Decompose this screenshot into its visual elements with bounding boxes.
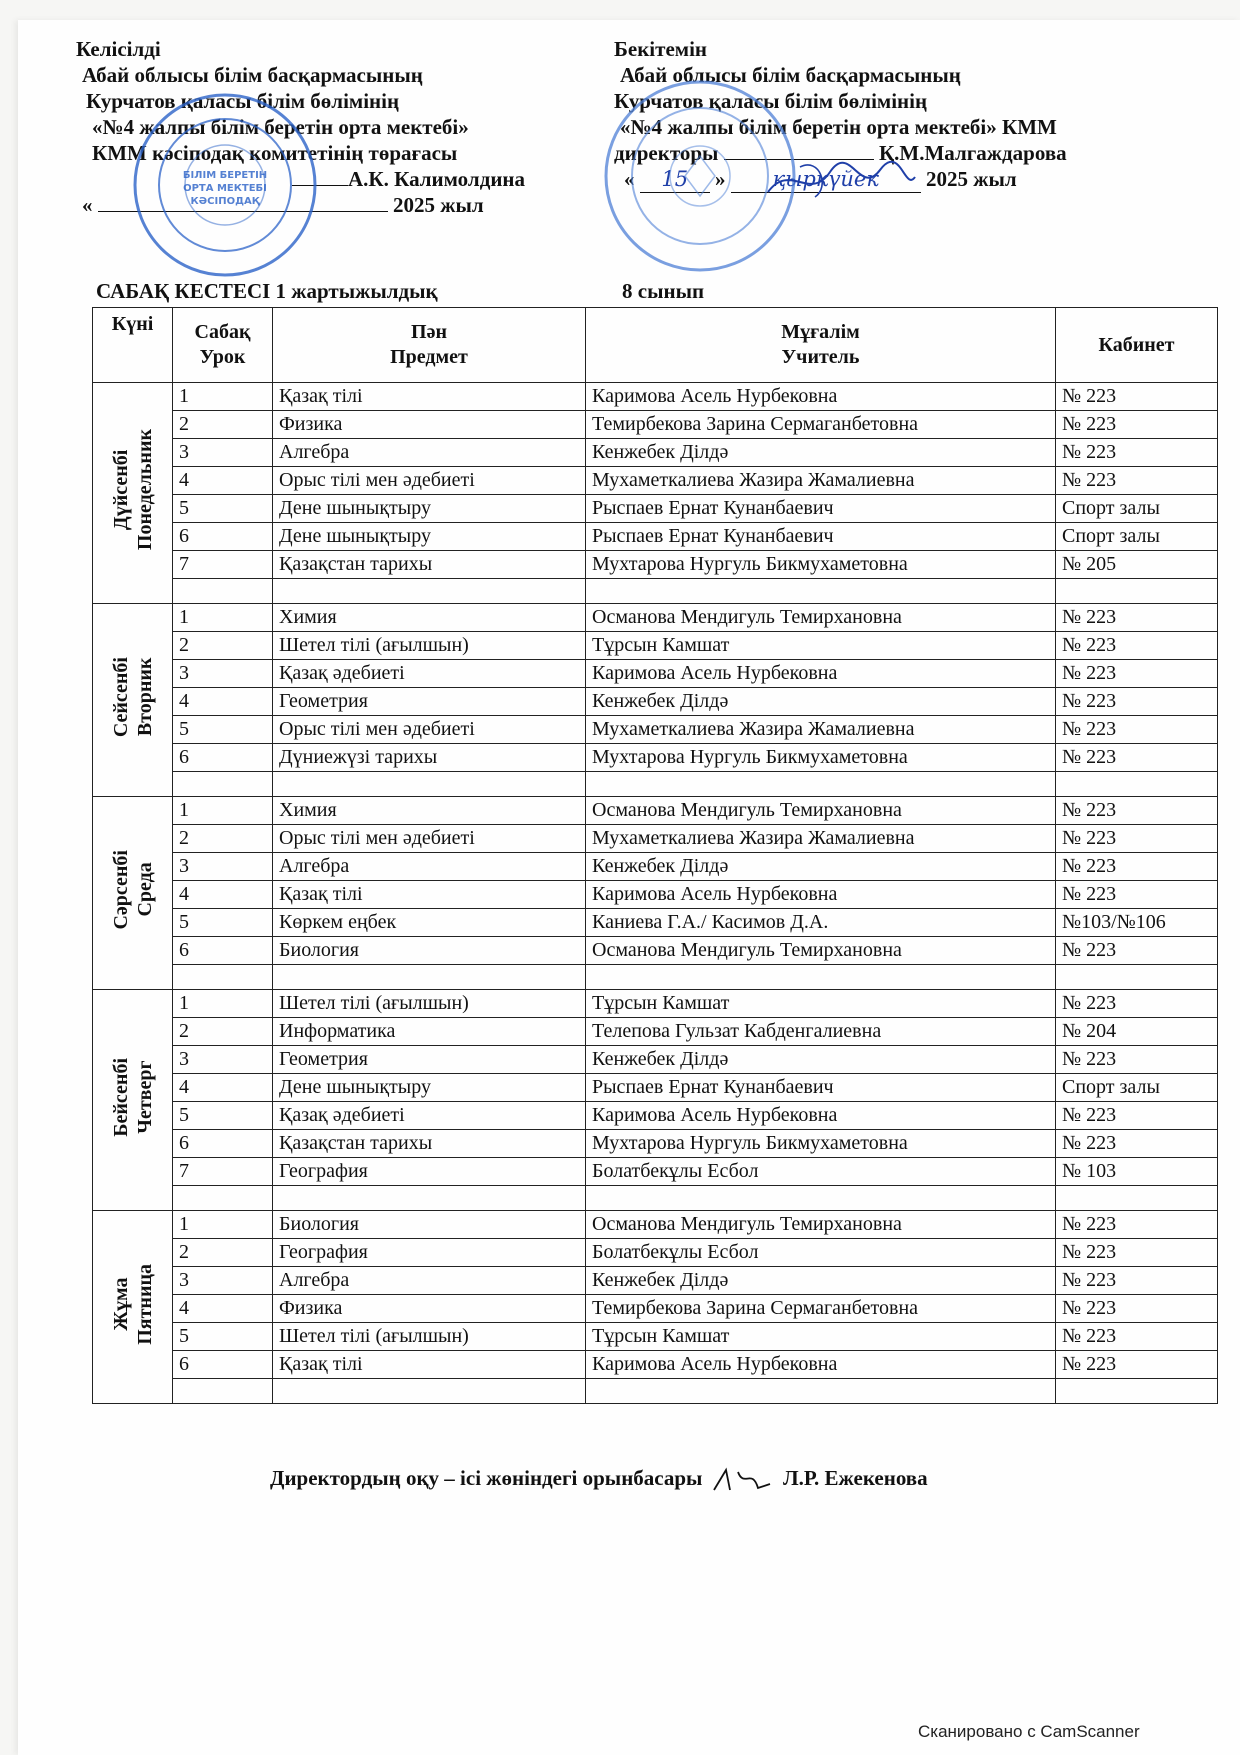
teacher-cell: Рыспаев Ернат Кунанбаевич: [586, 523, 1056, 551]
empty-cell: [273, 1186, 586, 1211]
teacher-cell: Болатбекұлы Есбол: [586, 1158, 1056, 1186]
lesson-number-cell: 5: [173, 495, 273, 523]
room-cell: № 204: [1056, 1018, 1218, 1046]
teacher-cell: Мухтарова Нургуль Бикмухаметовна: [586, 551, 1056, 579]
room-cell: № 223: [1056, 604, 1218, 632]
lesson-number-cell: 1: [173, 383, 273, 411]
empty-cell: [173, 579, 273, 604]
subject-cell: Биология: [273, 1211, 586, 1239]
empty-row: [93, 579, 1218, 604]
room-cell: № 223: [1056, 797, 1218, 825]
room-cell: № 223: [1056, 1323, 1218, 1351]
header-teacher-ru: Учитель: [781, 346, 860, 368]
lesson-number-cell: 6: [173, 1351, 273, 1379]
day-label: [109, 850, 157, 930]
room-cell: № 223: [1056, 990, 1218, 1018]
subject-cell: Химия: [273, 604, 586, 632]
teacher-cell: Каримова Асель Нурбековна: [586, 1102, 1056, 1130]
lesson-number-cell: 4: [173, 1074, 273, 1102]
day-cell: [93, 383, 173, 604]
teacher-cell: Османова Мендигуль Темирхановна: [586, 797, 1056, 825]
teacher-cell: Темирбекова Зарина Сермаганбетовна: [586, 411, 1056, 439]
subject-cell: Дүниежүзі тарихы: [273, 744, 586, 772]
svg-text:ОРТА МЕКТЕБІ: ОРТА МЕКТЕБІ: [183, 183, 267, 194]
teacher-cell: Мухтарова Нургуль Бикмухаметовна: [586, 1130, 1056, 1158]
subject-cell: Геометрия: [273, 1046, 586, 1074]
date-open-quote: «: [624, 167, 635, 191]
day-name-ru: Понедельник: [133, 429, 156, 551]
day-label: [109, 657, 157, 737]
empty-cell: [173, 965, 273, 990]
day-cell: [93, 797, 173, 990]
empty-cell: [273, 772, 586, 797]
teacher-cell: Болатбекұлы Есбол: [586, 1239, 1056, 1267]
table-row: [93, 1018, 1218, 1046]
lesson-number-cell: 4: [173, 1295, 273, 1323]
header-teacher: [586, 308, 1056, 383]
teacher-cell: Мухтарова Нургуль Бикмухаметовна: [586, 744, 1056, 772]
subject-cell: Физика: [273, 1295, 586, 1323]
subject-cell: Қазақ әдебиеті: [273, 660, 586, 688]
table-row: [93, 1239, 1218, 1267]
day-name-kz: Жұма: [109, 1277, 132, 1331]
room-cell: № 223: [1056, 1239, 1218, 1267]
header-day: Күні: [93, 308, 173, 383]
empty-cell: [273, 1379, 586, 1404]
subject-cell: Орыс тілі мен әдебиеті: [273, 825, 586, 853]
header-right-line-1: Абай облысы білім басқармасының: [620, 63, 961, 87]
room-cell: № 223: [1056, 632, 1218, 660]
footer-position: Директордың оқу – ісі жөніндегі орынбасары: [270, 1466, 703, 1490]
subject-cell: Қазақ әдебиеті: [273, 1102, 586, 1130]
room-cell: № 223: [1056, 1211, 1218, 1239]
empty-cell: [1056, 965, 1218, 990]
lesson-number-cell: 4: [173, 467, 273, 495]
header-left-year: 2025 жыл: [393, 193, 484, 217]
document-title: САБАҚ КЕСТЕСІ 1 жартыжылдық: [96, 279, 438, 303]
header-subject-ru: Предмет: [390, 346, 468, 368]
teacher-cell: Мухаметкалиева Жазира Жамалиевна: [586, 825, 1056, 853]
day-cell: [93, 1211, 173, 1404]
table-row: [93, 523, 1218, 551]
subject-cell: Алгебра: [273, 439, 586, 467]
teacher-cell: Османова Мендигуль Темирхановна: [586, 1211, 1056, 1239]
teacher-cell: Кенжебек Ділдә: [586, 688, 1056, 716]
header-room: Кабинет: [1056, 308, 1218, 383]
teacher-cell: Каримова Асель Нурбековна: [586, 1351, 1056, 1379]
table-row: [93, 716, 1218, 744]
room-cell: № 223: [1056, 1295, 1218, 1323]
lesson-number-cell: 7: [173, 551, 273, 579]
empty-cell: [1056, 579, 1218, 604]
subject-cell: География: [273, 1158, 586, 1186]
lesson-number-cell: 1: [173, 604, 273, 632]
lesson-number-cell: 3: [173, 1267, 273, 1295]
table-row: [93, 632, 1218, 660]
teacher-cell: Рыспаев Ернат Кунанбаевич: [586, 495, 1056, 523]
header-left-line-4: КММ кәсіподақ комитетінің төрағасы: [92, 141, 458, 165]
table-row: [93, 467, 1218, 495]
day-name-kz: Дүйсенбі: [109, 449, 132, 531]
teacher-cell: Кенжебек Ділдә: [586, 439, 1056, 467]
room-cell: Спорт залы: [1056, 523, 1218, 551]
header-left: [76, 36, 525, 218]
room-cell: № 223: [1056, 1102, 1218, 1130]
day-label: [109, 429, 157, 550]
table-row: [93, 1351, 1218, 1379]
table-row: [93, 439, 1218, 467]
lesson-number-cell: 1: [173, 1211, 273, 1239]
subject-cell: Геометрия: [273, 688, 586, 716]
director-prefix: директоры: [614, 141, 719, 165]
header-subject-kz: Пән: [411, 321, 447, 343]
day-name-ru: Вторник: [133, 657, 156, 737]
subject-cell: Алгебра: [273, 1267, 586, 1295]
empty-cell: [1056, 1186, 1218, 1211]
teacher-cell: Рыспаев Ернат Кунанбаевич: [586, 1074, 1056, 1102]
room-cell: № 223: [1056, 881, 1218, 909]
header-lesson-ru: Урок: [199, 346, 246, 368]
table-row: [93, 660, 1218, 688]
table-row: [93, 937, 1218, 965]
empty-cell: [1056, 772, 1218, 797]
table-row: [93, 853, 1218, 881]
room-cell: Спорт залы: [1056, 495, 1218, 523]
room-cell: №103/№106: [1056, 909, 1218, 937]
day-name-ru: Пятница: [133, 1263, 156, 1345]
class-label: 8 сынып: [622, 279, 705, 303]
lesson-number-cell: 3: [173, 1046, 273, 1074]
header-left-line-1: Абай облысы білім басқармасының: [82, 63, 423, 87]
schedule-table: [92, 307, 1218, 1404]
lesson-number-cell: 2: [173, 825, 273, 853]
teacher-cell: Каримова Асель Нурбековна: [586, 660, 1056, 688]
header-left-date: [76, 192, 525, 218]
subject-cell: Қазақ тілі: [273, 1351, 586, 1379]
document-page: [18, 20, 1240, 1755]
empty-cell: [273, 965, 586, 990]
room-cell: Спорт залы: [1056, 1074, 1218, 1102]
table-row: [93, 383, 1218, 411]
schedule-body: [93, 383, 1218, 1404]
header-right-line-3: «№4 жалпы білім беретін орта мектебі» КММ: [620, 115, 1057, 139]
lesson-number-cell: 6: [173, 744, 273, 772]
header-left-line-2: Курчатов қаласы білім бөлімінің: [86, 89, 400, 113]
subject-cell: Дене шынықтыру: [273, 495, 586, 523]
teacher-cell: Османова Мендигуль Темирхановна: [586, 604, 1056, 632]
subject-cell: География: [273, 1239, 586, 1267]
table-row: [93, 495, 1218, 523]
empty-cell: [586, 579, 1056, 604]
lesson-number-cell: 3: [173, 439, 273, 467]
date-day: 15: [640, 166, 710, 193]
lesson-number-cell: 2: [173, 632, 273, 660]
svg-text:БІЛІМ БЕРЕТІН: БІЛІМ БЕРЕТІН: [182, 170, 268, 181]
day-label: [109, 1058, 157, 1137]
room-cell: № 103: [1056, 1158, 1218, 1186]
subject-cell: Орыс тілі мен әдебиеті: [273, 716, 586, 744]
lesson-number-cell: 1: [173, 797, 273, 825]
room-cell: № 223: [1056, 1267, 1218, 1295]
svg-text:КӘСІПОДАҚ: КӘСІПОДАҚ: [190, 196, 260, 207]
date-month: қыркүйек: [731, 166, 921, 193]
header-left-signer: [76, 166, 525, 192]
lesson-number-cell: 2: [173, 1239, 273, 1267]
room-cell: № 205: [1056, 551, 1218, 579]
teacher-cell: Тұрсын Камшат: [586, 1323, 1056, 1351]
subject-cell: Қазақ тілі: [273, 881, 586, 909]
room-cell: № 223: [1056, 1351, 1218, 1379]
subject-cell: Физика: [273, 411, 586, 439]
lesson-number-cell: 4: [173, 688, 273, 716]
room-cell: № 223: [1056, 688, 1218, 716]
day-cell: [93, 604, 173, 797]
room-cell: № 223: [1056, 439, 1218, 467]
subject-cell: Шетел тілі (ағылшын): [273, 1323, 586, 1351]
subject-cell: Дене шынықтыру: [273, 523, 586, 551]
empty-cell: [273, 579, 586, 604]
table-row: [93, 1267, 1218, 1295]
director-name: Қ.М.Малгаждарова: [878, 141, 1067, 165]
lesson-number-cell: 3: [173, 660, 273, 688]
empty-cell: [586, 772, 1056, 797]
footer: [270, 1466, 928, 1494]
empty-cell: [586, 1186, 1056, 1211]
teacher-cell: Кенжебек Ділдә: [586, 1046, 1056, 1074]
day-name-kz: Бейсенбі: [109, 1057, 132, 1137]
subject-cell: Қазақ тілі: [273, 383, 586, 411]
footer-name: Л.Р. Ежекенова: [782, 1466, 928, 1490]
lesson-number-cell: 6: [173, 523, 273, 551]
table-row: [93, 1295, 1218, 1323]
subject-cell: Алгебра: [273, 853, 586, 881]
lesson-number-cell: 2: [173, 411, 273, 439]
teacher-cell: Кенжебек Ділдә: [586, 1267, 1056, 1295]
subject-cell: Дене шынықтыру: [273, 1074, 586, 1102]
empty-cell: [586, 1379, 1056, 1404]
subject-cell: Химия: [273, 797, 586, 825]
subject-cell: Шетел тілі (ағылшын): [273, 632, 586, 660]
empty-row: [93, 1379, 1218, 1404]
date-open-quote: «: [82, 193, 93, 217]
teacher-cell: Мухаметкалиева Жазира Жамалиевна: [586, 716, 1056, 744]
day-name-ru: Четверг: [133, 1060, 156, 1134]
lesson-number-cell: 4: [173, 881, 273, 909]
lesson-number-cell: 5: [173, 1102, 273, 1130]
subject-cell: Информатика: [273, 1018, 586, 1046]
room-cell: № 223: [1056, 853, 1218, 881]
subject-cell: Орыс тілі мен әдебиеті: [273, 467, 586, 495]
empty-cell: [1056, 1379, 1218, 1404]
signature-icon: [708, 1466, 778, 1494]
empty-cell: [173, 1379, 273, 1404]
subject-cell: Биология: [273, 937, 586, 965]
table-row: [93, 1323, 1218, 1351]
header-right-title: Бекітемін: [614, 37, 708, 61]
header-right-year: 2025 жыл: [926, 167, 1017, 191]
empty-cell: [173, 1186, 273, 1211]
teacher-cell: Каримова Асель Нурбековна: [586, 383, 1056, 411]
header-right-line-2: Курчатов қаласы білім бөлімінің: [614, 89, 928, 113]
table-row: [93, 881, 1218, 909]
empty-row: [93, 1186, 1218, 1211]
table-row: [93, 1158, 1218, 1186]
lesson-number-cell: 7: [173, 1158, 273, 1186]
table-row: [93, 604, 1218, 632]
day-cell: [93, 990, 173, 1211]
room-cell: № 223: [1056, 1130, 1218, 1158]
empty-row: [93, 772, 1218, 797]
room-cell: № 223: [1056, 937, 1218, 965]
signature-icon: [760, 152, 920, 212]
day-label: [109, 1264, 157, 1345]
lesson-number-cell: 5: [173, 716, 273, 744]
room-cell: № 223: [1056, 1046, 1218, 1074]
subject-cell: Қазақстан тарихы: [273, 1130, 586, 1158]
lesson-number-cell: 6: [173, 1130, 273, 1158]
table-row: [93, 797, 1218, 825]
day-name-ru: Среда: [133, 862, 156, 918]
header-left-line-3: «№4 жалпы білім беретін орта мектебі»: [92, 115, 469, 139]
table-row: [93, 909, 1218, 937]
header-lesson: [173, 308, 273, 383]
table-row: [93, 990, 1218, 1018]
lesson-number-cell: 1: [173, 990, 273, 1018]
teacher-cell: Кенжебек Ділдә: [586, 853, 1056, 881]
room-cell: № 223: [1056, 744, 1218, 772]
teacher-cell: Каниева Г.А./ Касимов Д.А.: [586, 909, 1056, 937]
teacher-cell: Телепова Гульзат Кабденгалиевна: [586, 1018, 1056, 1046]
date-close-quote: »: [715, 167, 726, 191]
room-cell: № 223: [1056, 411, 1218, 439]
day-name-kz: Сәрсенбі: [109, 850, 132, 930]
header-lesson-kz: Сабақ: [194, 321, 251, 343]
teacher-cell: Османова Мендигуль Темирхановна: [586, 937, 1056, 965]
lesson-number-cell: 2: [173, 1018, 273, 1046]
header-left-title: Келісілді: [76, 37, 161, 61]
lesson-number-cell: 5: [173, 1323, 273, 1351]
table-row: [93, 411, 1218, 439]
header-teacher-kz: Мұғалім: [781, 321, 860, 343]
teacher-cell: Темирбекова Зарина Сермаганбетовна: [586, 1295, 1056, 1323]
empty-cell: [586, 965, 1056, 990]
table-row: [93, 688, 1218, 716]
empty-cell: [173, 772, 273, 797]
header-subject: [273, 308, 586, 383]
lesson-number-cell: 3: [173, 853, 273, 881]
table-header-row: [93, 308, 1218, 383]
header-left-signer-name: А.К. Калимолдина: [348, 167, 526, 191]
teacher-cell: Тұрсын Камшат: [586, 632, 1056, 660]
table-row: [93, 1074, 1218, 1102]
room-cell: № 223: [1056, 467, 1218, 495]
lesson-number-cell: 5: [173, 909, 273, 937]
teacher-cell: Каримова Асель Нурбековна: [586, 881, 1056, 909]
camscanner-watermark: Сканировано с CamScanner: [918, 1722, 1140, 1741]
table-row: [93, 1130, 1218, 1158]
empty-row: [93, 965, 1218, 990]
room-cell: № 223: [1056, 660, 1218, 688]
room-cell: № 223: [1056, 716, 1218, 744]
lesson-number-cell: 6: [173, 937, 273, 965]
subject-cell: Көркем еңбек: [273, 909, 586, 937]
table-row: [93, 1211, 1218, 1239]
table-row: [93, 1046, 1218, 1074]
room-cell: № 223: [1056, 825, 1218, 853]
table-row: [93, 744, 1218, 772]
table-row: [93, 1102, 1218, 1130]
room-cell: № 223: [1056, 383, 1218, 411]
table-row: [93, 825, 1218, 853]
subject-cell: Қазақстан тарихы: [273, 551, 586, 579]
teacher-cell: Мухаметкалиева Жазира Жамалиевна: [586, 467, 1056, 495]
day-name-kz: Сейсенбі: [109, 656, 132, 738]
subject-cell: Шетел тілі (ағылшын): [273, 990, 586, 1018]
table-row: [93, 551, 1218, 579]
teacher-cell: Тұрсын Камшат: [586, 990, 1056, 1018]
